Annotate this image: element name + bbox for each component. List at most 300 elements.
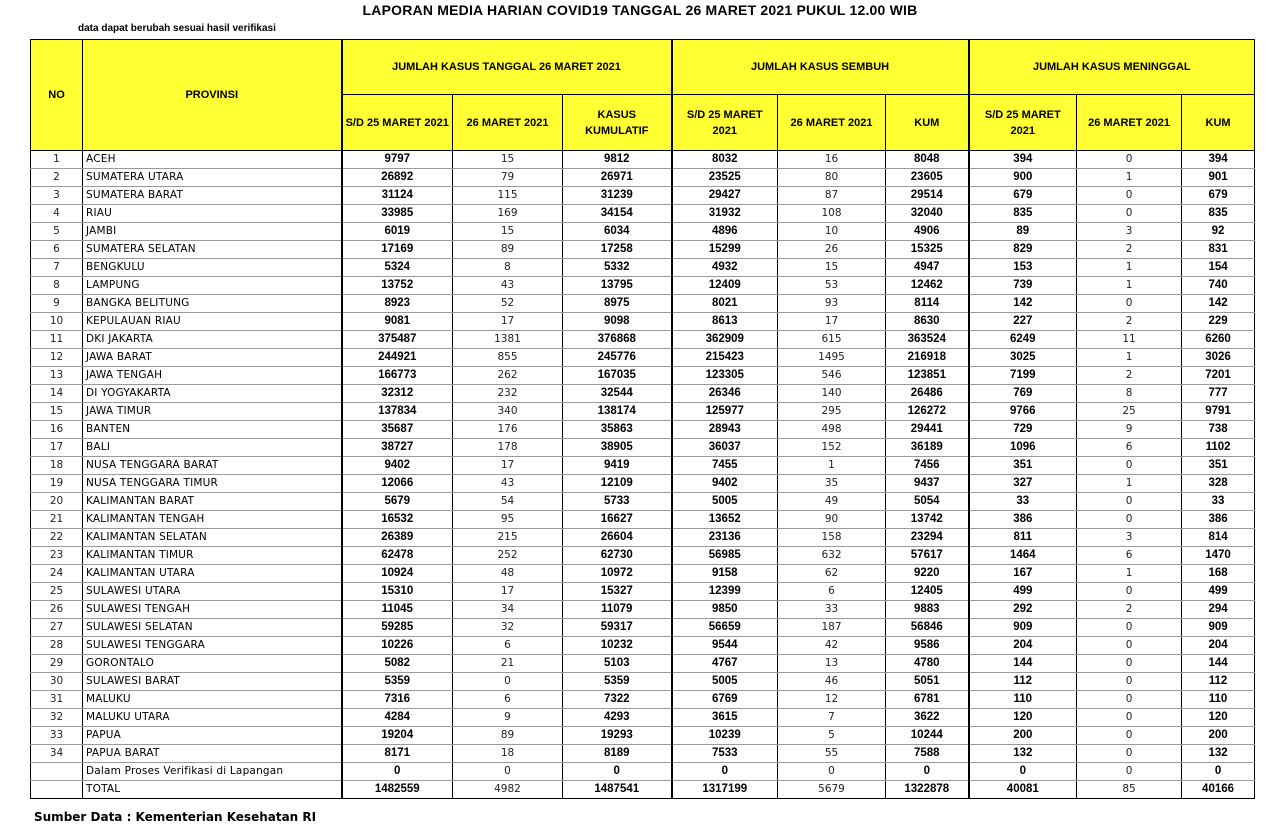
cell-meninggal-sd25: 110	[969, 691, 1077, 709]
cell-meninggal-sd25: 900	[969, 169, 1077, 187]
cell-sembuh-26: 80	[778, 169, 886, 187]
cell-kasus-kumulatif: 138174	[563, 403, 672, 421]
cell-sembuh-sd25: 7455	[672, 457, 778, 475]
cell-sembuh-kum: 9437	[886, 475, 969, 493]
cell-meninggal-kum: 738	[1182, 421, 1255, 439]
cell-meninggal-26: 2	[1077, 241, 1182, 259]
cell-row-no: 6	[31, 241, 83, 259]
cell-sembuh-kum: 8048	[886, 151, 969, 169]
cell-kasus-26: 34	[453, 601, 563, 619]
cell-meninggal-sd25: 142	[969, 295, 1077, 313]
cell-kasus-kumulatif: 32544	[563, 385, 672, 403]
cell-meninggal-sd25: 386	[969, 511, 1077, 529]
cell-meninggal-kum: 92	[1182, 223, 1255, 241]
cell-row-no: 11	[31, 331, 83, 349]
table-row	[31, 349, 1255, 367]
header-sembuh-26: 26 MARET 2021	[778, 95, 886, 151]
table-row	[31, 673, 1255, 691]
cell-sembuh-kum: 13742	[886, 511, 969, 529]
cell-sembuh-kum: 26486	[886, 385, 969, 403]
cell-kasus-kumulatif: 15327	[563, 583, 672, 601]
cell-row-provinsi: SUMATERA SELATAN	[83, 241, 342, 259]
cell-meninggal-kum: 294	[1182, 601, 1255, 619]
cell-sembuh-kum: 123851	[886, 367, 969, 385]
cell-row-no: 29	[31, 655, 83, 673]
cell-kasus-kumulatif: 10972	[563, 565, 672, 583]
cell-sembuh-kum: 126272	[886, 403, 969, 421]
cell-meninggal-sd25: 112	[969, 673, 1077, 691]
table-row	[31, 457, 1255, 475]
cell-sembuh-kum: 8114	[886, 295, 969, 313]
cell-kasus-sd25: 5082	[342, 655, 453, 673]
table-row	[31, 169, 1255, 187]
header-sembuh-kum: KUM	[886, 95, 969, 151]
cell-meninggal-26: 0	[1077, 205, 1182, 223]
cell-sembuh-26: 498	[778, 421, 886, 439]
cell-meninggal-26: 2	[1077, 367, 1182, 385]
cell-meninggal-sd25: 89	[969, 223, 1077, 241]
cell-meninggal-sd25: 6249	[969, 331, 1077, 349]
cell-kasus-sd25: 375487	[342, 331, 453, 349]
cell-sembuh-sd25: 125977	[672, 403, 778, 421]
cell-kasus-26: 89	[453, 241, 563, 259]
cell-kasus-kumulatif: 31239	[563, 187, 672, 205]
cell-row-provinsi: KALIMANTAN TIMUR	[83, 547, 342, 565]
cell-sembuh-26: 62	[778, 565, 886, 583]
cell-meninggal-sd25: 499	[969, 583, 1077, 601]
cell-row-no: 5	[31, 223, 83, 241]
cell-meninggal-sd25: 729	[969, 421, 1077, 439]
cell-meninggal-kum: 831	[1182, 241, 1255, 259]
cell-row-provinsi: KALIMANTAN TENGAH	[83, 511, 342, 529]
cell-sembuh-sd25: 9544	[672, 637, 778, 655]
cell-meninggal-26: 0	[1077, 655, 1182, 673]
cell-sembuh-kum: 4780	[886, 655, 969, 673]
cell-meninggal-kum: 814	[1182, 529, 1255, 547]
cell-sembuh-kum: 7456	[886, 457, 969, 475]
cell-sembuh-kum: 56846	[886, 619, 969, 637]
table-row	[31, 637, 1255, 655]
header-kasus-26: 26 MARET 2021	[453, 95, 563, 151]
cell-kasus-kumulatif: 59317	[563, 619, 672, 637]
cell-sembuh-kum: 5051	[886, 673, 969, 691]
cell-sembuh-kum: 36189	[886, 439, 969, 457]
cell-sembuh-kum: 6781	[886, 691, 969, 709]
cell-kasus-kumulatif: 10232	[563, 637, 672, 655]
cell-sembuh-26: 158	[778, 529, 886, 547]
cell-meninggal-26: 1	[1077, 349, 1182, 367]
cell-kasus-26: 855	[453, 349, 563, 367]
cell-sembuh-kum: 1322878	[886, 781, 969, 799]
cell-kasus-sd25: 9797	[342, 151, 453, 169]
cell-kasus-26: 21	[453, 655, 563, 673]
cell-row-provinsi: Dalam Proses Verifikasi di Lapangan	[83, 763, 342, 781]
cell-meninggal-kum: 394	[1182, 151, 1255, 169]
cell-kasus-sd25: 33985	[342, 205, 453, 223]
cell-sembuh-26: 10	[778, 223, 886, 241]
cell-kasus-26: 4982	[453, 781, 563, 799]
cell-row-provinsi: SUMATERA UTARA	[83, 169, 342, 187]
cell-row-no: 14	[31, 385, 83, 403]
cell-kasus-26: 17	[453, 457, 563, 475]
cell-sembuh-sd25: 9158	[672, 565, 778, 583]
cell-kasus-kumulatif: 34154	[563, 205, 672, 223]
cell-row-provinsi: MALUKU UTARA	[83, 709, 342, 727]
cell-row-provinsi: BENGKULU	[83, 259, 342, 277]
cell-sembuh-sd25: 9402	[672, 475, 778, 493]
cell-row-no: 27	[31, 619, 83, 637]
cell-meninggal-26: 2	[1077, 601, 1182, 619]
cell-sembuh-26: 12	[778, 691, 886, 709]
cell-row-no: 21	[31, 511, 83, 529]
cell-meninggal-sd25: 167	[969, 565, 1077, 583]
cell-meninggal-kum: 7201	[1182, 367, 1255, 385]
cell-kasus-26: 17	[453, 313, 563, 331]
cell-kasus-26: 215	[453, 529, 563, 547]
cell-sembuh-kum: 363524	[886, 331, 969, 349]
cell-row-no: 23	[31, 547, 83, 565]
cell-sembuh-sd25: 8032	[672, 151, 778, 169]
cell-kasus-sd25: 244921	[342, 349, 453, 367]
cell-row-no: 17	[31, 439, 83, 457]
cell-kasus-sd25: 62478	[342, 547, 453, 565]
cell-sembuh-kum: 4947	[886, 259, 969, 277]
cell-kasus-sd25: 9402	[342, 457, 453, 475]
cell-meninggal-sd25: 33	[969, 493, 1077, 511]
cell-sembuh-sd25: 56659	[672, 619, 778, 637]
cell-sembuh-sd25: 362909	[672, 331, 778, 349]
cell-sembuh-26: 140	[778, 385, 886, 403]
cell-sembuh-sd25: 10239	[672, 727, 778, 745]
cell-kasus-26: 176	[453, 421, 563, 439]
cell-meninggal-26: 85	[1077, 781, 1182, 799]
cell-kasus-kumulatif: 8975	[563, 295, 672, 313]
cell-row-no: 7	[31, 259, 83, 277]
cell-kasus-sd25: 17169	[342, 241, 453, 259]
cell-kasus-26: 15	[453, 151, 563, 169]
cell-meninggal-kum: 328	[1182, 475, 1255, 493]
cell-sembuh-kum: 15325	[886, 241, 969, 259]
cell-sembuh-26: 17	[778, 313, 886, 331]
cell-kasus-kumulatif: 35863	[563, 421, 672, 439]
cell-kasus-26: 169	[453, 205, 563, 223]
header-kasus-kumulatif: KASUS KUMULATIF	[563, 95, 672, 151]
cell-meninggal-26: 0	[1077, 619, 1182, 637]
header-group-sembuh: JUMLAH KASUS SEMBUH	[672, 40, 969, 95]
cell-sembuh-26: 87	[778, 187, 886, 205]
cell-sembuh-sd25: 5005	[672, 493, 778, 511]
cell-row-no: 8	[31, 277, 83, 295]
cell-meninggal-26: 0	[1077, 727, 1182, 745]
cell-sembuh-kum: 8630	[886, 313, 969, 331]
cell-row-provinsi: BANGKA BELITUNG	[83, 295, 342, 313]
cell-sembuh-kum: 32040	[886, 205, 969, 223]
cell-kasus-sd25: 11045	[342, 601, 453, 619]
cell-sembuh-kum: 9883	[886, 601, 969, 619]
cell-sembuh-26: 46	[778, 673, 886, 691]
cell-meninggal-sd25: 120	[969, 709, 1077, 727]
cell-sembuh-sd25: 31932	[672, 205, 778, 223]
cell-meninggal-kum: 33	[1182, 493, 1255, 511]
cell-sembuh-kum: 12462	[886, 277, 969, 295]
cell-meninggal-sd25: 1464	[969, 547, 1077, 565]
cell-sembuh-kum: 9586	[886, 637, 969, 655]
cell-meninggal-26: 0	[1077, 493, 1182, 511]
table-row	[31, 187, 1255, 205]
cell-sembuh-sd25: 29427	[672, 187, 778, 205]
cell-meninggal-sd25: 7199	[969, 367, 1077, 385]
cell-kasus-kumulatif: 17258	[563, 241, 672, 259]
cell-kasus-kumulatif: 9419	[563, 457, 672, 475]
cell-meninggal-kum: 168	[1182, 565, 1255, 583]
cell-sembuh-26: 615	[778, 331, 886, 349]
cell-sembuh-sd25: 5005	[672, 673, 778, 691]
cell-sembuh-26: 546	[778, 367, 886, 385]
cell-sembuh-kum: 7588	[886, 745, 969, 763]
cell-row-no: 16	[31, 421, 83, 439]
cell-meninggal-26: 0	[1077, 295, 1182, 313]
cell-row-provinsi: PAPUA	[83, 727, 342, 745]
cell-kasus-26: 43	[453, 277, 563, 295]
cell-kasus-26: 115	[453, 187, 563, 205]
cell-row-no: 15	[31, 403, 83, 421]
cell-sembuh-26: 632	[778, 547, 886, 565]
header-sembuh-sd25: S/D 25 MARET 2021	[672, 95, 778, 151]
cell-row-no: 1	[31, 151, 83, 169]
cell-row-provinsi: BANTEN	[83, 421, 342, 439]
cell-meninggal-26: 0	[1077, 583, 1182, 601]
cell-meninggal-26: 3	[1077, 223, 1182, 241]
cell-row-provinsi: DI YOGYAKARTA	[83, 385, 342, 403]
table-row	[31, 367, 1255, 385]
cell-sembuh-26: 53	[778, 277, 886, 295]
cell-sembuh-26: 5	[778, 727, 886, 745]
header-meninggal-sd25: S/D 25 MARET 2021	[969, 95, 1077, 151]
cell-meninggal-26: 1	[1077, 259, 1182, 277]
cell-row-provinsi: KALIMANTAN BARAT	[83, 493, 342, 511]
cell-kasus-26: 18	[453, 745, 563, 763]
cell-meninggal-sd25: 811	[969, 529, 1077, 547]
cell-kasus-26: 8	[453, 259, 563, 277]
cell-sembuh-26: 187	[778, 619, 886, 637]
cell-sembuh-sd25: 4896	[672, 223, 778, 241]
cell-row-no: 34	[31, 745, 83, 763]
cell-row-provinsi: SULAWESI SELATAN	[83, 619, 342, 637]
cell-sembuh-sd25: 7533	[672, 745, 778, 763]
cell-sembuh-26: 33	[778, 601, 886, 619]
cell-sembuh-kum: 29441	[886, 421, 969, 439]
cell-sembuh-kum: 23605	[886, 169, 969, 187]
report-title: LAPORAN MEDIA HARIAN COVID19 TANGGAL 26 MARET 2021 PUKUL 12.00 WIB	[362, 2, 918, 18]
table-row	[31, 655, 1255, 673]
cell-meninggal-sd25: 204	[969, 637, 1077, 655]
cell-row-no: 25	[31, 583, 83, 601]
cell-sembuh-26: 42	[778, 637, 886, 655]
cell-meninggal-kum: 132	[1182, 745, 1255, 763]
cell-row-no: 30	[31, 673, 83, 691]
cell-row-no: 2	[31, 169, 83, 187]
header-provinsi: PROVINSI	[83, 40, 342, 151]
table-row	[31, 475, 1255, 493]
cell-meninggal-kum: 835	[1182, 205, 1255, 223]
cell-meninggal-kum: 1470	[1182, 547, 1255, 565]
header-kasus-sd25: S/D 25 MARET 2021	[342, 95, 453, 151]
cell-row-no: 32	[31, 709, 83, 727]
cell-sembuh-26: 90	[778, 511, 886, 529]
cell-meninggal-sd25: 394	[969, 151, 1077, 169]
cell-kasus-26: 15	[453, 223, 563, 241]
cell-meninggal-kum: 204	[1182, 637, 1255, 655]
cell-sembuh-26: 13	[778, 655, 886, 673]
cell-kasus-26: 178	[453, 439, 563, 457]
cell-meninggal-kum: 351	[1182, 457, 1255, 475]
table-row	[31, 583, 1255, 601]
cell-sembuh-26: 26	[778, 241, 886, 259]
cell-kasus-kumulatif: 5332	[563, 259, 672, 277]
cell-meninggal-kum: 1102	[1182, 439, 1255, 457]
table-row	[31, 205, 1255, 223]
cell-meninggal-kum: 40166	[1182, 781, 1255, 799]
cell-meninggal-kum: 110	[1182, 691, 1255, 709]
cell-kasus-sd25: 15310	[342, 583, 453, 601]
table-row	[31, 745, 1255, 763]
cell-meninggal-kum: 909	[1182, 619, 1255, 637]
table-row	[31, 421, 1255, 439]
cell-meninggal-kum: 229	[1182, 313, 1255, 331]
cell-kasus-sd25: 16532	[342, 511, 453, 529]
cell-meninggal-kum: 9791	[1182, 403, 1255, 421]
report-subtitle: data dapat berubah sesuai hasil verifikasi	[78, 23, 276, 34]
covid-report-table	[30, 39, 1255, 799]
cell-meninggal-26: 1	[1077, 565, 1182, 583]
cell-meninggal-sd25: 40081	[969, 781, 1077, 799]
cell-kasus-sd25: 6019	[342, 223, 453, 241]
cell-meninggal-26: 8	[1077, 385, 1182, 403]
cell-meninggal-kum: 0	[1182, 763, 1255, 781]
cell-meninggal-kum: 901	[1182, 169, 1255, 187]
cell-meninggal-sd25: 9766	[969, 403, 1077, 421]
cell-kasus-26: 0	[453, 673, 563, 691]
cell-kasus-sd25: 59285	[342, 619, 453, 637]
cell-kasus-sd25: 32312	[342, 385, 453, 403]
cell-kasus-sd25: 166773	[342, 367, 453, 385]
table-row	[31, 547, 1255, 565]
cell-row-no: 13	[31, 367, 83, 385]
table-row	[31, 313, 1255, 331]
cell-meninggal-sd25: 327	[969, 475, 1077, 493]
cell-sembuh-sd25: 15299	[672, 241, 778, 259]
cell-sembuh-26: 1	[778, 457, 886, 475]
cell-meninggal-26: 9	[1077, 421, 1182, 439]
cell-kasus-26: 0	[453, 763, 563, 781]
cell-meninggal-sd25: 227	[969, 313, 1077, 331]
cell-meninggal-26: 0	[1077, 673, 1182, 691]
cell-meninggal-26: 6	[1077, 439, 1182, 457]
cell-kasus-26: 43	[453, 475, 563, 493]
cell-kasus-26: 54	[453, 493, 563, 511]
table-row	[31, 529, 1255, 547]
cell-row-provinsi: NUSA TENGGARA BARAT	[83, 457, 342, 475]
table-row	[31, 727, 1255, 745]
cell-meninggal-26: 0	[1077, 457, 1182, 475]
cell-row-provinsi: JAWA TIMUR	[83, 403, 342, 421]
table-row	[31, 763, 1255, 781]
table-row	[31, 241, 1255, 259]
table-row	[31, 403, 1255, 421]
cell-kasus-sd25: 10226	[342, 637, 453, 655]
cell-row-provinsi: PAPUA BARAT	[83, 745, 342, 763]
cell-meninggal-kum: 679	[1182, 187, 1255, 205]
cell-row-provinsi: MALUKU	[83, 691, 342, 709]
cell-row-provinsi: JAWA TENGAH	[83, 367, 342, 385]
cell-kasus-sd25: 137834	[342, 403, 453, 421]
cell-sembuh-26: 16	[778, 151, 886, 169]
cell-sembuh-sd25: 1317199	[672, 781, 778, 799]
cell-row-no: 4	[31, 205, 83, 223]
cell-row-provinsi: SULAWESI UTARA	[83, 583, 342, 601]
table-row	[31, 619, 1255, 637]
cell-meninggal-26: 1	[1077, 169, 1182, 187]
table-row	[31, 331, 1255, 349]
cell-meninggal-26: 0	[1077, 691, 1182, 709]
cell-meninggal-26: 0	[1077, 709, 1182, 727]
cell-kasus-sd25: 5324	[342, 259, 453, 277]
cell-sembuh-sd25: 123305	[672, 367, 778, 385]
cell-kasus-26: 232	[453, 385, 563, 403]
cell-sembuh-26: 108	[778, 205, 886, 223]
cell-kasus-26: 79	[453, 169, 563, 187]
cell-meninggal-kum: 386	[1182, 511, 1255, 529]
cell-kasus-sd25: 4284	[342, 709, 453, 727]
report-body	[31, 151, 1255, 799]
header-group-meninggal: JUMLAH KASUS MENINGGAL	[969, 40, 1255, 95]
cell-kasus-kumulatif: 7322	[563, 691, 672, 709]
cell-meninggal-sd25: 835	[969, 205, 1077, 223]
cell-sembuh-sd25: 12409	[672, 277, 778, 295]
cell-meninggal-sd25: 200	[969, 727, 1077, 745]
cell-sembuh-26: 7	[778, 709, 886, 727]
table-row	[31, 565, 1255, 583]
cell-meninggal-26: 0	[1077, 745, 1182, 763]
cell-kasus-26: 17	[453, 583, 563, 601]
total-row	[31, 781, 1255, 799]
cell-meninggal-kum: 154	[1182, 259, 1255, 277]
cell-meninggal-sd25: 351	[969, 457, 1077, 475]
cell-sembuh-kum: 4906	[886, 223, 969, 241]
cell-kasus-26: 48	[453, 565, 563, 583]
cell-kasus-kumulatif: 11079	[563, 601, 672, 619]
cell-meninggal-26: 1	[1077, 475, 1182, 493]
cell-kasus-sd25: 35687	[342, 421, 453, 439]
cell-kasus-sd25: 26389	[342, 529, 453, 547]
cell-sembuh-26: 49	[778, 493, 886, 511]
cell-sembuh-26: 55	[778, 745, 886, 763]
cell-kasus-kumulatif: 0	[563, 763, 672, 781]
cell-kasus-26: 340	[453, 403, 563, 421]
cell-sembuh-kum: 12405	[886, 583, 969, 601]
cell-sembuh-kum: 23294	[886, 529, 969, 547]
cell-row-provinsi: SULAWESI TENGGARA	[83, 637, 342, 655]
cell-kasus-26: 32	[453, 619, 563, 637]
cell-kasus-sd25: 31124	[342, 187, 453, 205]
cell-row-no: 9	[31, 295, 83, 313]
cell-sembuh-sd25: 26346	[672, 385, 778, 403]
cell-row-provinsi: RIAU	[83, 205, 342, 223]
cell-kasus-sd25: 7316	[342, 691, 453, 709]
cell-row-provinsi: ACEH	[83, 151, 342, 169]
cell-sembuh-26: 295	[778, 403, 886, 421]
cell-row-no: 22	[31, 529, 83, 547]
